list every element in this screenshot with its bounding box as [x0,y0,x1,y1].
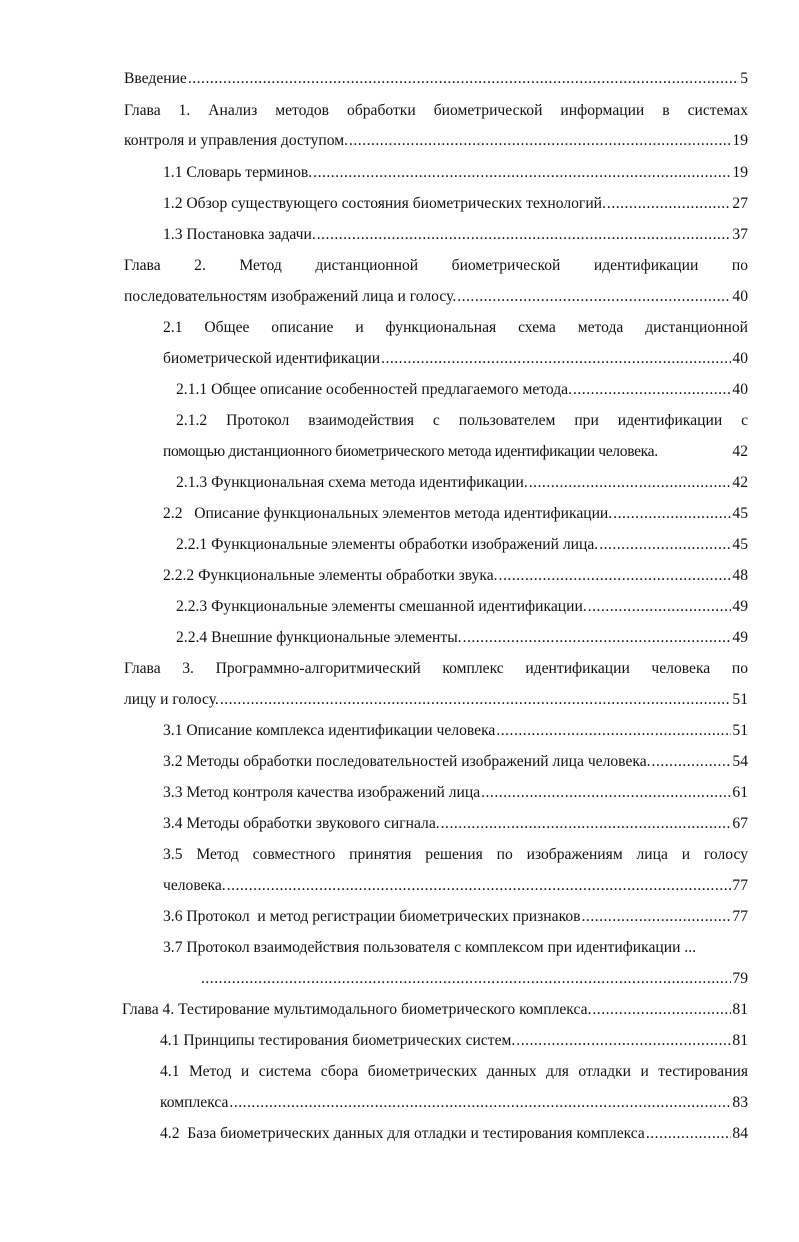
leader-dots [613,501,731,527]
toc-page-number: 83 [732,1094,748,1111]
leader-dots [229,1090,731,1116]
toc-entry-3-5 [163,873,748,899]
toc-page-number: 61 [732,784,748,801]
leader-dots [381,346,731,372]
leader-dots [201,966,731,992]
toc-entry-4-1b [160,1090,748,1116]
toc-page-number: 84 [732,1125,748,1142]
toc-entry-3-2 [163,749,748,775]
toc-entry-3-1 [163,718,748,744]
toc-entry-2-2-2 [163,563,748,589]
toc-entry-4-2 [160,1121,748,1147]
toc-entry-3-5-line1 [163,842,748,868]
toc-entry-title: 3.6 Протокол и метод регистрации биометрических признаков [163,908,581,925]
toc-entry-title: 2.2.4 Внешние функциональные элементы. [176,629,462,646]
toc-entry-2-1-2 [163,439,748,465]
toc-entry-title: 4.2 База биометрических данных для отладки и тестирования комплекса [160,1125,645,1142]
toc-entry-title: 4.1 Принципы тестирования биометрических систем. [160,1032,516,1049]
toc-entry-title-cont: комплекса [160,1094,229,1111]
toc-entry-title: 2.2 Описание функциональных элементов метода идентификации. [163,505,613,522]
toc-entry-title: 3.2 Методы обработки последовательностей изображений лица человека. [163,753,651,770]
toc-page-number: 5 [740,70,748,87]
leader-dots [573,377,731,403]
toc-entry-ch1-line1 [124,98,748,124]
toc-page-number: 54 [732,753,748,770]
toc-page-number: 77 [732,908,748,925]
toc-entry-title-cont: лицу и голосу. [124,691,219,708]
toc-entry-title: 2.1 Общее описание и функциональная схема метода дистанционной [163,319,748,336]
toc-entry-title: 1.3 Постановка задачи. [163,226,316,243]
toc-entry-title: Глава 4. Тестирование мультимодального биометрического комплекса. [122,1001,592,1018]
toc-entry-title: 3.5 Метод совместного принятия решения по изображениям лица и голосу [163,846,748,863]
toc-entry-3-4 [163,811,748,837]
toc-entry-ch2-line1 [124,253,748,279]
toc-page-number: 42 [732,443,748,460]
toc-page-number: 51 [732,691,748,708]
toc-entry-3-6 [163,904,748,930]
toc-entry-title-cont: помощью дистанционного биометрического метода идентификации человека. [163,443,658,460]
leader-dots [582,904,732,930]
leader-dots [349,128,731,154]
leader-dots [463,625,732,651]
toc-page-number: 81 [732,1001,748,1018]
toc-entry-2-2-4 [176,625,748,651]
toc-page-number: 67 [732,815,748,832]
toc-entry-ch2 [124,284,748,310]
leader-dots [457,284,731,310]
toc-entry-2-2 [163,501,748,527]
toc-entry-title: 2.1.2 Протокол взаимодействия с пользователем при идентификации с [176,412,748,429]
leader-dots [652,749,732,775]
toc-page-number: 27 [732,195,748,212]
toc-page-number: 51 [732,722,748,739]
toc-entry-title: Введение [124,70,187,87]
toc-entry-1-2 [163,191,748,217]
toc-page-number: 40 [732,350,748,367]
toc-entry-1-3 [163,222,748,248]
leader-dots [646,1121,732,1147]
leader-dots [599,532,731,558]
toc-page-number: 81 [732,1032,748,1049]
toc-entry-2-1-1 [176,377,748,403]
toc-entry-ch3 [124,687,748,713]
toc-entry-title: 2.1.1 Общее описание особенностей предлагаемого метода. [176,381,572,398]
toc-entry-title-cont: контроля и управления доступом. [124,132,348,149]
toc-entry-ch3-line1 [124,656,748,682]
toc-page-number: 40 [732,288,748,305]
leader-dots [499,563,732,589]
toc-entry-2-1-3 [176,470,748,496]
leader-dots [481,780,731,806]
toc-entry-title: Глава 1. Анализ методов обработки биометрической информации в системах [124,102,748,119]
toc-entry-ch1 [124,128,748,154]
leader-dots [317,222,732,248]
toc-entry-2-1-2-line1 [176,408,748,434]
toc-entry-3-3 [163,780,748,806]
toc-entry-title: Глава 2. Метод дистанционной биометрической идентификации по [124,257,748,274]
leader-dots [227,873,732,899]
toc-entry-title: 3.1 Описание комплекса идентификации человека [163,722,496,739]
toc-entry-title-cont: биометрической идентификации [163,350,381,367]
toc-page-number: 42 [732,474,748,491]
toc-entry-title: 2.2.1 Функциональные элементы обработки изображений лица. [176,536,599,553]
toc-entry-title: 1.2 Обзор существующего состояния биометрических технологий. [163,195,606,212]
toc-page-number: 37 [732,226,748,243]
toc-page-number: 45 [732,505,748,522]
toc-entry-title: 3.7 Протокол взаимодействия пользователя с комплексом при идентификации ... [163,939,697,956]
toc-entry-3-7-line1 [163,935,748,961]
toc-page-number: 79 [732,970,748,987]
toc-entry-intro [124,66,748,92]
toc-entry-title: Глава 3. Программно-алгоритмический комплекс идентификации человека по [124,660,748,677]
toc-entry-title: 2.2.2 Функциональные элементы обработки звука. [163,567,498,584]
toc-entry-title: 3.3 Метод контроля качества изображений лица [163,784,481,801]
leader-dots [516,1028,731,1054]
toc-page-number: 49 [732,629,748,646]
toc-entry-title-cont: человека. [163,877,226,894]
leader-dots [441,811,732,837]
leader-dots [188,66,739,92]
toc-page-number: 45 [732,536,748,553]
leader-dots [220,687,732,713]
toc-page-number: 77 [732,877,748,894]
toc-entry-2-1-line1 [163,315,748,341]
toc-entry-3-7 [200,966,748,992]
toc-entry-2-2-3 [176,594,748,620]
toc-entry-1-1 [163,160,748,186]
leader-dots [588,594,732,620]
toc-page-number: 19 [732,164,748,181]
toc-entry-4-1 [160,1028,748,1054]
toc-page-number: 19 [732,132,748,149]
toc-entry-2-2-1 [176,532,748,558]
toc-entry-title: 2.1.3 Функциональная схема метода идентификации. [176,474,528,491]
leader-dots [592,997,731,1023]
leader-dots [607,191,731,217]
leader-dots [496,718,731,744]
toc-entry-title: 4.1 Метод и система сбора биометрических данных для отладки и тестирования [160,1063,748,1080]
toc-entry-title: 1.1 Словарь терминов. [163,164,313,181]
toc-entry-title: 3.4 Методы обработки звукового сигнала. [163,815,440,832]
toc-entry-title: 2.2.3 Функциональные элементы смешанной идентификации. [176,598,587,615]
toc-entry-2-1 [163,346,748,372]
toc-page-number: 48 [732,567,748,584]
leader-dots [529,470,732,496]
leader-dots [313,160,731,186]
toc-entry-title-cont: последовательностям изображений лица и голосу. [124,288,457,305]
toc-page-number: 40 [732,381,748,398]
toc-entry-ch4 [122,997,748,1023]
toc-entry-4-1b-line1 [160,1059,748,1085]
toc-page-number: 49 [732,598,748,615]
